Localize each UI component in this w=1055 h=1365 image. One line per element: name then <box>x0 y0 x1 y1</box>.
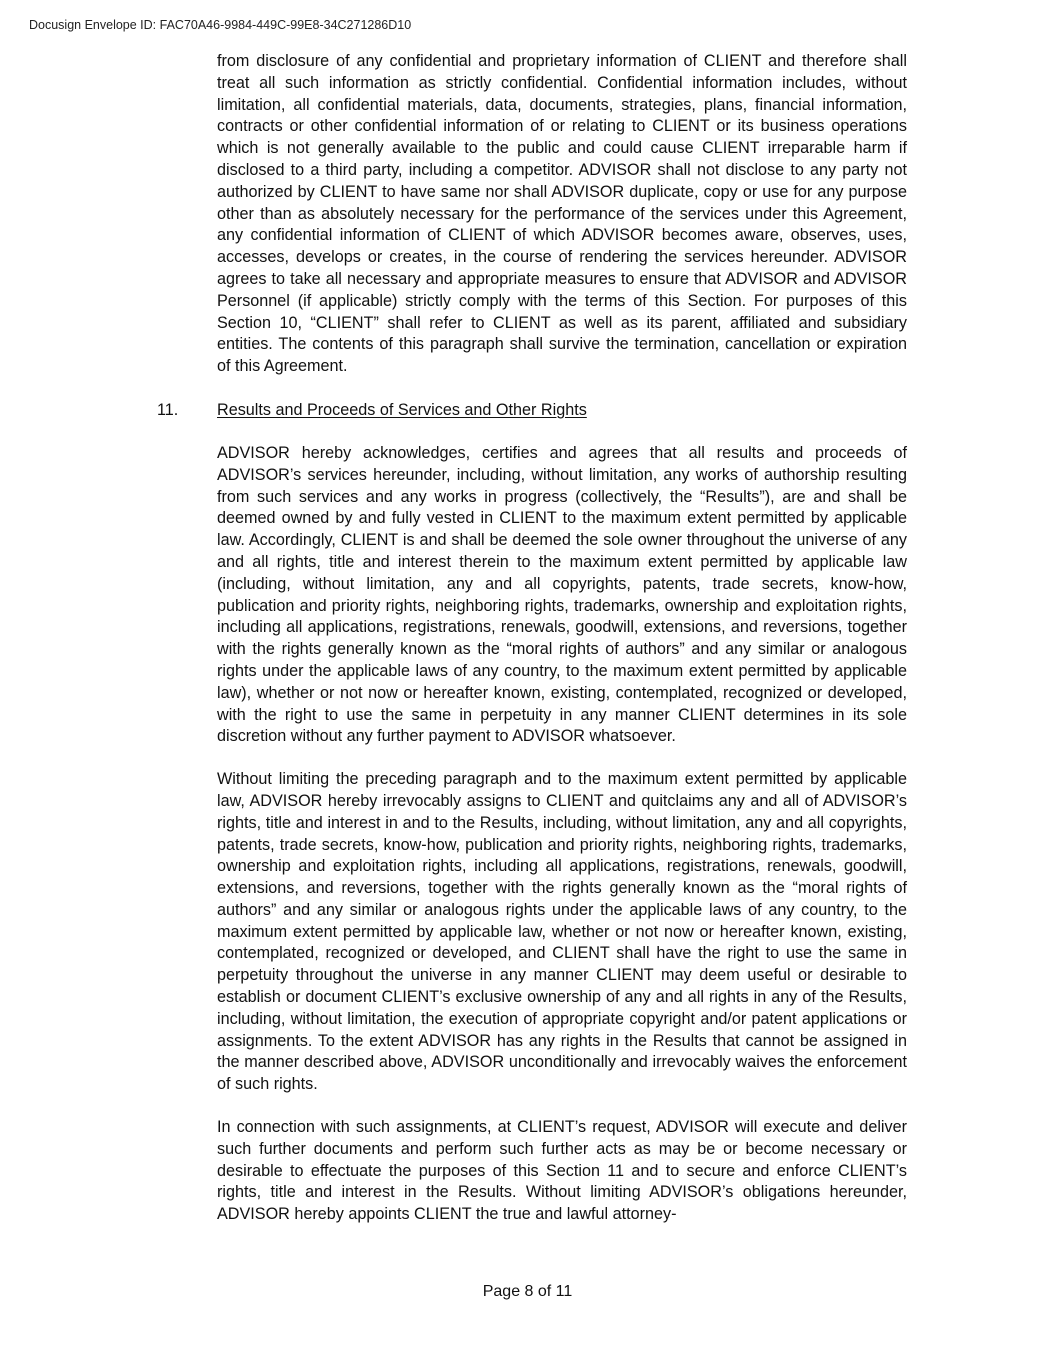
section-title: Results and Proceeds of Services and Other Rights <box>217 400 587 419</box>
section-10-continuation-paragraph: from disclosure of any confidential and proprietary information of CLIENT and therefore shall treat all such information as strictly confidential. Confidential information includes, without limitation, all confidential materials, data, documents, strategies, plans, financial information, contracts or other confidential information of or relating to CLIENT or its business operations which is not generally available to the public and could cause CLIENT irreparable harm if disclosed to a third party, including a competitor. ADVISOR shall not disclose to any party not authorized by CLIENT to have same nor shall ADVISOR duplicate, copy or use for any purpose other than as absolutely necessary for the performance of the services under this Agreement, any confidential information of CLIENT of which ADVISOR becomes aware, observes, uses, accesses, develops or creates, in the course of rendering the services hereunder. ADVISOR agrees to take all necessary and appropriate measures to ensure that ADVISOR and ADVISOR Personnel (if applicable) strictly comply with the terms of this Section. For purposes of this Section 10, “CLIENT” shall refer to CLIENT as well as its parent, affiliated and subsidiary entities. The contents of this paragraph shall survive the termination, cancellation or expiration of this Agreement. <box>217 52 907 376</box>
document-body <box>157 51 907 1226</box>
assignment-paragraph: Without limiting the preceding paragraph and to the maximum extent permitted by applicable law, ADVISOR hereby irrevocably assigns to CLIENT and quitclaims any and all of ADVISOR’s rights, title and interest in and to the Results, including, without limitation, any and all copyrights, patents, trade secrets, know-how, publication and priority rights, neighboring rights, trademarks, ownership and exploitation rights, including all applications, registrations, renewals, goodwill, extensions, and reversions, together with the rights generally known as the “moral rights of authors” and any similar or analogous rights under the applicable laws of any country, to the maximum extent permitted by applicable law, whether or not now or hereafter known, existing, contemplated, recognized or developed, and CLIENT shall have the right to use the same in perpetuity throughout the universe in any manner CLIENT may deem useful or desirable to establish or document CLIENT’s exclusive ownership of any and all rights in any of the Results, including, without limitation, the execution of appropriate copyright and/or patent applications or assignments. To the extent ADVISOR has any rights in the Results that cannot be assigned in the manner described above, ADVISOR unconditionally and irrevocably waives the enforcement of such rights. <box>217 770 907 1094</box>
section-11-heading <box>157 400 907 422</box>
page-number: Page 8 of 11 <box>482 1283 573 1300</box>
further-documents-paragraph: In connection with such assignments, at CLIENT’s request, ADVISOR will execute and deliver such further documents and perform such further acts as may be or become necessary or desirable to effectuate the purposes of this Section 11 and to secure and enforce CLIENT’s rights, title and interest in the Results. Without limiting ADVISOR’s obligations hereunder, ADVISOR hereby appoints CLIENT the true and lawful attorney- <box>217 1118 907 1224</box>
results-ownership-paragraph: ADVISOR hereby acknowledges, certifies and agrees that all results and proceeds of ADVISOR’s services hereunder, including, without limitation, any works of authorship resulting from such services and any works in progress (collectively, the “Results”), are and shall be deemed owned by and fully vested in CLIENT to the maximum extent permitted by applicable law. Accordingly, CLIENT is and shall be deemed the sole owner throughout the universe of any and all rights, title and interest therein to the maximum extent permitted by applicable law (including, without limitation, any and all copyrights, patents, trade secrets, know-how, publication and priority rights, neighboring rights, trademarks, ownership and exploitation rights, including all applications, registrations, renewals, goodwill, extensions, and reversions, together with the rights generally known as the “moral rights of authors” and any similar or analogous rights under the applicable laws of any country, to the maximum extent permitted by applicable law), whether or not now or hereafter known, existing, contemplated, recognized or developed, with the right to use the same in perpetuity in any manner CLIENT determines in its sole discretion without any further payment to ADVISOR whatsoever. <box>217 443 907 746</box>
envelope-id: Docusign Envelope ID: FAC70A46-9984-449C-99E8-34C271286D10 <box>29 18 412 32</box>
section-number: 11. <box>157 400 179 419</box>
